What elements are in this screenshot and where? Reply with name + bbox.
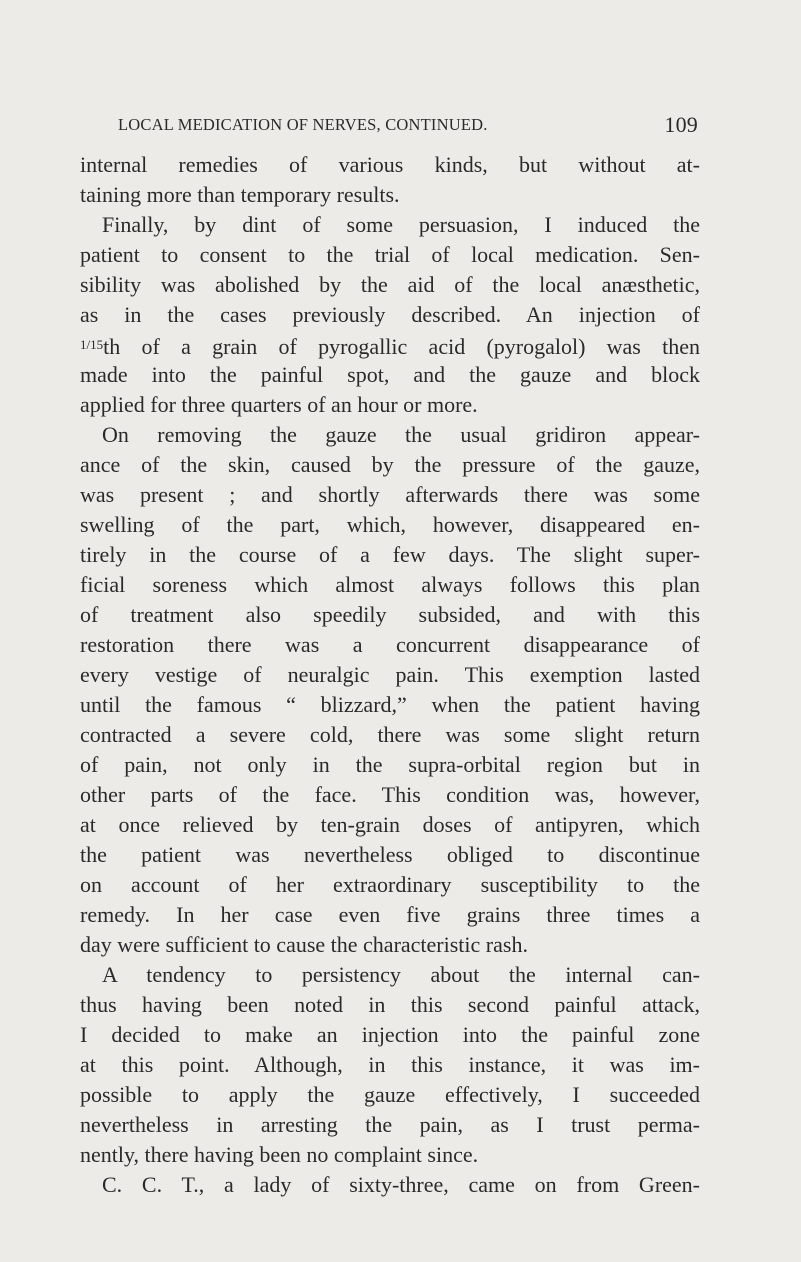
text-line: remedy. In her case even five grains three times a bbox=[80, 902, 700, 927]
text-line: at this point. Although, in this instance, it was im- bbox=[80, 1052, 700, 1077]
text-line: on account of her extraordinary susceptibility to the bbox=[80, 872, 700, 897]
text-line: thus having been noted in this second painful attack, bbox=[80, 992, 700, 1017]
text-line: swelling of the part, which, however, disappeared en- bbox=[80, 512, 700, 537]
text-line: of pain, not only in the supra-orbital region but in bbox=[80, 752, 700, 777]
text-line-rest: th of a grain of pyrogallic acid (pyrogalol) was then bbox=[103, 334, 700, 359]
text-line: ficial soreness which almost always follows this plan bbox=[80, 572, 700, 597]
text-line: nevertheless in arresting the pain, as I trust perma- bbox=[80, 1112, 700, 1137]
text-line: nently, there having been no complaint since. bbox=[80, 1142, 479, 1167]
text-line: tirely in the course of a few days. The slight super- bbox=[80, 542, 700, 567]
text-line: was present ; and shortly afterwards there was some bbox=[80, 482, 700, 507]
text-line: ance of the skin, caused by the pressure of the gauze, bbox=[80, 452, 700, 477]
running-title: LOCAL MEDICATION OF NERVES, CONTINUED. bbox=[118, 115, 488, 134]
text-line: I decided to make an injection into the painful zone bbox=[80, 1022, 700, 1047]
text-line-with-fraction bbox=[80, 330, 700, 360]
text-line: sibility was abolished by the aid of the local anæsthetic, bbox=[80, 272, 700, 297]
text-line: day were sufficient to cause the characteristic rash. bbox=[80, 932, 528, 957]
text-line: On removing the gauze the usual gridiron appear- bbox=[102, 422, 700, 447]
page-number: 109 bbox=[664, 112, 698, 137]
text-line: as in the cases previously described. An injection of bbox=[80, 302, 700, 327]
text-line: other parts of the face. This condition was, however, bbox=[80, 782, 700, 807]
text-line: at once relieved by ten-grain doses of antipyren, which bbox=[80, 812, 700, 837]
text-line: until the famous “ blizzard,” when the patient having bbox=[80, 692, 700, 717]
text-line: Finally, by dint of some persuasion, I induced the bbox=[102, 212, 700, 237]
text-line: every vestige of neuralgic pain. This exemption lasted bbox=[80, 662, 700, 687]
body-text bbox=[80, 150, 700, 1200]
text-line: applied for three quarters of an hour or more. bbox=[80, 392, 478, 417]
text-line: made into the painful spot, and the gauze and block bbox=[80, 362, 700, 387]
text-line: A tendency to persistency about the internal can- bbox=[102, 962, 700, 987]
fraction: 1/15 bbox=[80, 337, 104, 352]
text-line: contracted a severe cold, there was some slight return bbox=[80, 722, 700, 747]
text-line: of treatment also speedily subsided, and with this bbox=[80, 602, 700, 627]
text-line: possible to apply the gauze effectively, I succeeded bbox=[80, 1082, 700, 1107]
running-head bbox=[118, 112, 698, 139]
text-line: patient to consent to the trial of local medication. Sen- bbox=[80, 242, 700, 267]
text-line: the patient was nevertheless obliged to discontinue bbox=[80, 842, 700, 867]
text-line: taining more than temporary results. bbox=[80, 182, 400, 207]
text-line: C. C. T., a lady of sixty-three, came on from Green- bbox=[102, 1172, 700, 1197]
text-line: internal remedies of various kinds, but without at- bbox=[80, 152, 700, 177]
text-line: restoration there was a concurrent disappearance of bbox=[80, 632, 700, 657]
